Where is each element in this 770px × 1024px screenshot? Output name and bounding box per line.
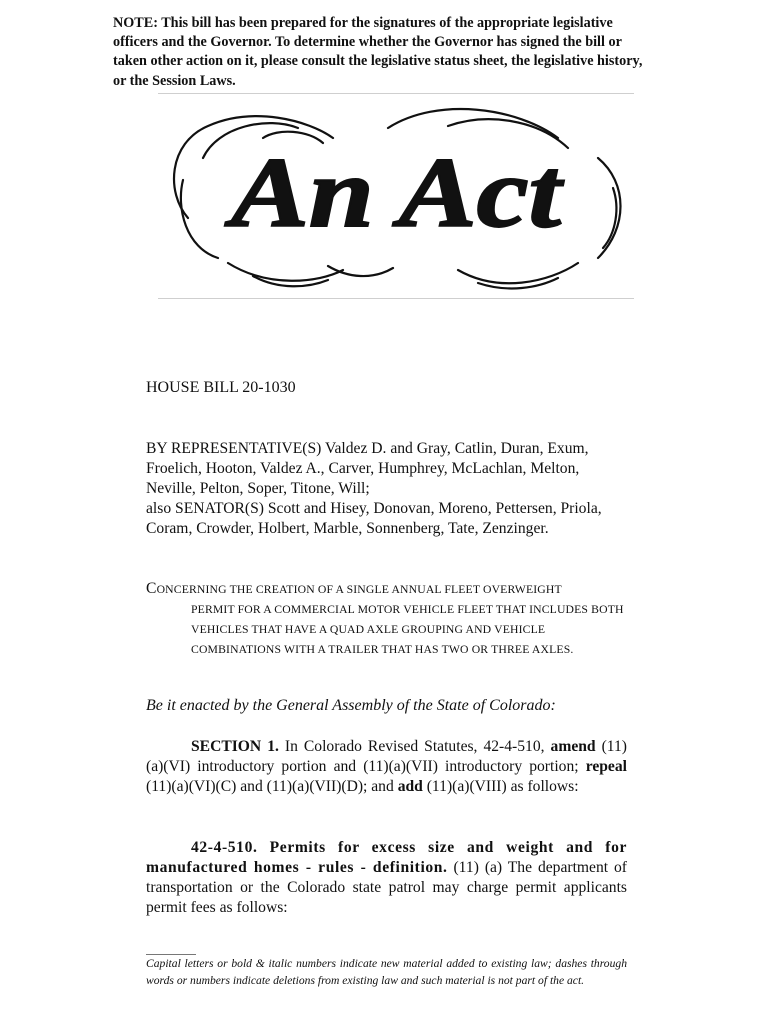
senators-list: also SENATOR(S) Scott and Hisey, Donovan, Moreno, Pettersen, Priola, Coram, Crowder, Holbert, Marble, Sonnenberg, Tate, Zenzinger.: [146, 500, 602, 537]
logo-flourish: [458, 263, 578, 283]
logo-text: An Act: [223, 137, 565, 248]
enacting-clause: Be it enacted by the General Assembly of the State of Colorado:: [146, 697, 556, 714]
amend-keyword: amend: [550, 738, 596, 755]
an-act-logo: [158, 98, 634, 296]
concerning-first-line: ONCERNING THE CREATION OF A SINGLE ANNUAL FLEET OVERWEIGHT: [156, 583, 562, 596]
concerning-rest: PERMIT FOR A COMMERCIAL MOTOR VEHICLE FLEET THAT INCLUDES BOTH VEHICLES THAT HAVE A QUAD AXLE GROUPING AND VEHICLE COMBINATIONS WITH A TRAILER THAT HAS TWO OR THREE AXLES.: [191, 603, 624, 656]
section-text: In Colorado Revised Statutes, 42-4-510,: [278, 738, 551, 755]
representatives-list: BY REPRESENTATIVE(S) Valdez D. and Gray, Catlin, Duran, Exum, Froelich, Hooton, Valdez A., Carver, Humphrey, McLachlan, Melton, Neville, Pelton, Soper, Titone, Will;: [146, 440, 589, 497]
logo-flourish: [388, 109, 558, 138]
section-text: (11)(a)(VIII) as follows:: [422, 778, 579, 795]
statute-text: (11) (a) The department of transportation or the Colorado state patrol may charge permit applicants permit fees as follows:: [146, 859, 628, 916]
section-1-paragraph: [146, 737, 627, 797]
section-text: (11)(a)(VI) introductory portion and (11)(a)(VII) introductory portion;: [146, 738, 627, 775]
logo-flourish: [181, 180, 218, 258]
logo-flourish: [328, 266, 393, 276]
section-text: (11)(a)(VI)(C) and (11)(a)(VII)(D); and: [146, 778, 398, 795]
footnote: Capital letters or bold & italic numbers indicate new material added to existing law; dashes through words or numbers indicate deletions from existing law and such material is not part of the act.: [146, 957, 627, 987]
repeal-keyword: repeal: [585, 758, 627, 775]
logo-flourish: [603, 188, 616, 248]
statute-heading: 42-4-510. Permits for excess size and weight and for manufactured homes - rules - definition.: [146, 839, 627, 876]
sponsors-block: [146, 439, 630, 539]
statute-paragraph: [146, 838, 627, 918]
add-keyword: add: [397, 778, 423, 795]
bottom-divider: [158, 298, 634, 299]
bill-note: NOTE: This bill has been prepared for the signatures of the appropriate legislative officers and the Governor. To determine whether the Governor has signed the bill or taken other action on it, please consult the legislative status sheet, the legislative history, or the Session Laws.: [113, 15, 643, 89]
bill-number: HOUSE BILL 20-1030: [146, 379, 296, 396]
footnote-rule: [146, 954, 196, 955]
top-divider: [158, 93, 634, 94]
section-heading: SECTION 1.: [191, 738, 279, 755]
concerning-initial: C: [146, 580, 157, 597]
logo-flourish: [228, 263, 343, 281]
concerning-title: [146, 579, 630, 660]
